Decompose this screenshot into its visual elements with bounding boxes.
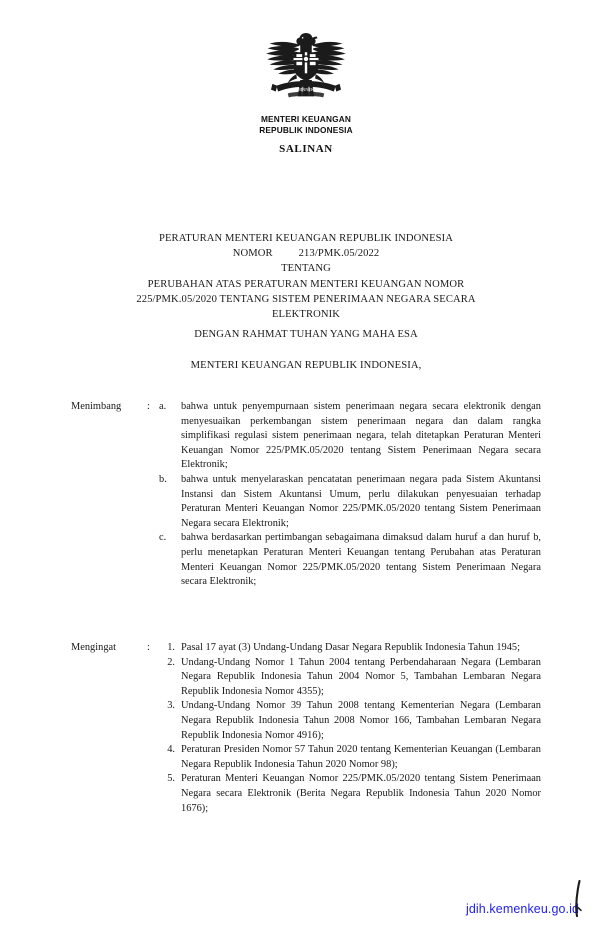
- mengingat-items: [159, 641, 541, 816]
- list-item-marker: 1.: [167, 642, 175, 653]
- list-item-text: Peraturan Presiden Nomor 57 Tahun 2020 tentang Kementerian Keuangan (Lembaran Negara Republik Indonesia Tahun 2020 Nomor 98);: [181, 744, 541, 770]
- list-item: [159, 400, 541, 473]
- list-item-marker: c.: [159, 532, 167, 544]
- ministry-line-1: MENTERI KEUANGAN: [261, 114, 351, 124]
- list-item-text: bahwa berdasarkan pertimbangan sebagaimana dimaksud dalam huruf a dan huruf b, perlu menetapkan Peraturan Menteri Keuangan tentang Perubahan atas Peraturan Menteri Keuangan Nomor 225/PMK.05/2020 tentang Sistem Penerimaan Negara secara Elektronik;: [181, 532, 541, 588]
- masthead: [0, 30, 612, 155]
- mengingat-label: Mengingat: [71, 642, 117, 653]
- list-item: [159, 531, 541, 589]
- list-item: [159, 473, 541, 531]
- menimbang-items: [159, 400, 541, 590]
- list-item-text: Undang-Undang Nomor 1 Tahun 2004 tentang Perbendaharaan Negara (Lembaran Negara Republik Indonesia Tahun 2004 Nomor 5, Tambahan Lembaran Negara Republik Indonesia Nomor 4355);: [181, 656, 541, 697]
- jdih-watermark[interactable]: jdih.kemenkeu.go.id: [466, 902, 580, 916]
- list-item-text: Pasal 17 ayat (3) Undang-Undang Dasar Negara Republik Indonesia Tahun 1945;: [181, 642, 520, 653]
- list-item: [159, 772, 541, 816]
- ministry-line-2: REPUBLIK INDONESIA: [259, 124, 353, 135]
- list-item-marker: b.: [159, 473, 167, 485]
- nomor-label: NOMOR: [232, 248, 273, 260]
- list-item-marker: 4.: [167, 744, 175, 756]
- list-item-text: bahwa untuk menyelaraskan pencatatan penerimaan negara pada Sistem Akuntansi Instansi dan Sistem Akuntansi Umum, perlu dilakukan penyesuaian terhadap Peraturan Menteri Keuangan Nomor 225/PMK.05/2020 tentang Sistem Penerimaan Negara secara Elektronik;: [181, 473, 541, 529]
- title-line-3: TENTANG: [281, 263, 331, 275]
- list-item-text: Undang-Undang Nomor 39 Tahun 2008 tentang Kementerian Negara (Lembaran Negara Republik Indonesia Tahun 2008 Nomor 166, Tambahan Lembaran Negara Republik Indonesia Nomor 4916);: [181, 700, 541, 741]
- title-line-1: PERATURAN MENTERI KEUANGAN REPUBLIK INDONESIA: [158, 233, 454, 244]
- title-line-5: 225/PMK.05/2020 TENTANG SISTEM PENERIMAAN NEGARA SECARA: [136, 293, 476, 305]
- list-item-text: Peraturan Menteri Keuangan Nomor 225/PMK.05/2020 tentang Sistem Penerimaan Negara secara Elektronik (Berita Negara Republik Indonesia Tahun 2020 Nomor 1676);: [181, 773, 541, 814]
- list-item: [159, 743, 541, 772]
- ministry-name: [0, 114, 612, 135]
- copy-label: SALINAN: [279, 143, 333, 155]
- title-nomor-line: [71, 246, 541, 261]
- list-item-marker: 5.: [167, 773, 175, 785]
- menimbang-colon: :: [147, 401, 150, 412]
- list-item-marker: 2.: [167, 656, 175, 668]
- list-item-marker: 3.: [167, 700, 175, 712]
- blessing-line: DENGAN RAHMAT TUHAN YANG MAHA ESA: [194, 329, 418, 340]
- menimbang-label: Menimbang: [71, 401, 122, 412]
- list-item-text: bahwa untuk penyempurnaan sistem penerimaan negara secara elektronik dengan menyesuaikan perkembangan sistem penerimaan negara dan dalam rangka simplifikasi regulasi sistem penerimaan negara, telah ditetapkan Peraturan Menteri Keuangan Nomor 225/PMK.05/2020 tentang Sistem Penerimaan Negara secara Elektronik;: [181, 401, 541, 471]
- title-line-4: PERUBAHAN ATAS PERATURAN MENTERI KEUANGAN NOMOR: [147, 278, 465, 290]
- mengingat-colon: :: [147, 642, 150, 653]
- title-line-6: ELEKTRONIK: [271, 309, 341, 321]
- nomor-value: 213/PMK.05/2022: [298, 248, 380, 260]
- document-title: [71, 231, 541, 322]
- list-item: [159, 641, 541, 656]
- mengingat-section: [71, 641, 541, 816]
- list-item-marker: a.: [159, 401, 167, 412]
- garuda-pancasila-emblem: [258, 30, 354, 108]
- menimbang-section: [71, 400, 541, 590]
- title-subheading: [71, 327, 541, 373]
- list-item: [159, 699, 541, 743]
- pen-stroke-mark: [566, 880, 588, 918]
- authority-line: MENTERI KEUANGAN REPUBLIK INDONESIA,: [190, 360, 422, 372]
- list-item: [159, 656, 541, 700]
- svg-text:BHINNEKA: BHINNEKA: [294, 87, 318, 93]
